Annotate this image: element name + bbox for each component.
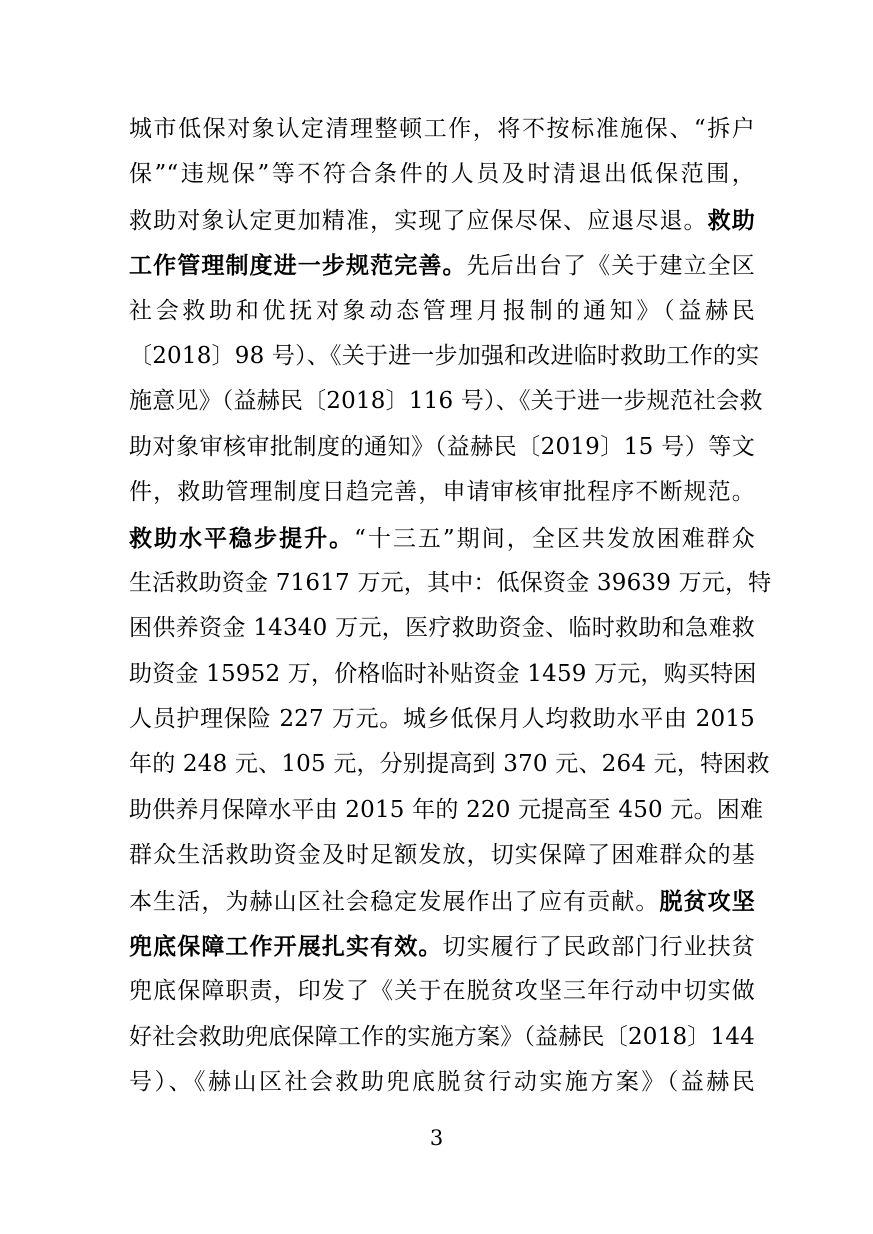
bold-text-segment: 救助: [707, 206, 755, 234]
text-line-8: [129, 425, 755, 470]
text-line-12: [129, 606, 755, 651]
text-line-10: [129, 516, 755, 561]
page-number: 3: [429, 1126, 444, 1150]
text-segment: 号）、《赫山区社会救助兜底脱贫行动实施方案》（益赫民: [129, 1069, 755, 1096]
text-segment: 〔2018〕98 号）、《关于进一步加强和改进临时救助工作的实: [129, 342, 760, 369]
text-line-5: [129, 289, 755, 334]
text-line-11: [129, 561, 772, 606]
text-line-2: [129, 152, 755, 197]
text-line-17: [129, 833, 755, 878]
text-segment: “十三五”期间，全区共发放困难群众: [354, 525, 755, 552]
text-segment: 好社会救助兜底保障工作的实施方案》（益赫民〔2018〕144: [129, 1023, 755, 1050]
text-line-14: [129, 697, 755, 742]
text-segment: 施意见》（益赫民〔2018〕116 号）、《关于进一步规范社会救: [129, 388, 763, 415]
text-line-19: [129, 924, 755, 969]
text-segment: 城市低保对象认定清理整顿工作，将不按标准施保、“拆户: [129, 116, 755, 142]
text-segment: 本生活，为赫山区社会稳定发展作出了应有贡献。: [129, 888, 660, 915]
bold-text-segment: 兜底保障工作开展扎实有效。: [129, 933, 443, 961]
document-body: [129, 107, 772, 1106]
text-line-3: [129, 198, 755, 243]
text-segment: 救助对象认定更加精准，实现了应保尽保、应退尽退。: [129, 207, 708, 234]
text-line-6: [129, 334, 760, 379]
text-segment: 助对象审核审批制度的通知》（益赫民〔2019〕15 号）等文: [129, 433, 755, 460]
text-line-1: [129, 107, 755, 152]
text-segment: 年的 248 元、105 元，分别提高到 370 元、264 元，特困救: [129, 751, 770, 778]
text-segment: 社会救助和优抚对象动态管理月报制的通知》（益赫民: [129, 297, 755, 324]
text-segment: 助供养月保障水平由 2015 年的 220 元提高至 450 元。困难: [129, 796, 764, 823]
text-line-21: [129, 1015, 755, 1060]
text-segment: 困供养资金 14340 万元，医疗救助资金、临时救助和急难救: [129, 615, 755, 642]
text-line-22: [129, 1060, 755, 1105]
text-line-9: [129, 470, 755, 515]
text-segment: 群众生活救助资金及时足额发放，切实保障了困难群众的基: [129, 842, 755, 869]
text-line-4: [129, 243, 755, 288]
text-segment: 先后出台了《关于建立全区: [466, 253, 755, 280]
bold-text-segment: 工作管理制度进一步规范完善。: [129, 252, 467, 280]
text-line-20: [129, 969, 755, 1014]
bold-text-segment: 救助水平稳步提升。: [129, 524, 355, 552]
text-segment: 切实履行了民政部门行业扶贫: [442, 934, 755, 961]
bold-text-segment: 脱贫攻坚: [659, 887, 755, 915]
text-segment: 人员护理保险 227 万元。城乡低保月人均救助水平由 2015: [129, 706, 755, 733]
text-segment: 保”“违规保”等不符合条件的人员及时清退出低保范围，: [129, 161, 755, 188]
text-line-16: [129, 788, 764, 833]
text-segment: 件，救助管理制度日趋完善，申请审核审批程序不断规范。: [129, 479, 755, 506]
text-segment: 生活救助资金 71617 万元，其中：低保资金 39639 万元，特: [129, 569, 772, 596]
text-segment: 兜底保障职责，印发了《关于在脱贫攻坚三年行动中切实做: [129, 978, 755, 1005]
text-line-7: [129, 379, 763, 424]
text-line-13: [129, 652, 755, 697]
text-segment: 助资金 15952 万，价格临时补贴资金 1459 万元，购买特困: [129, 660, 757, 687]
text-line-18: [129, 879, 755, 924]
text-line-15: [129, 742, 770, 787]
